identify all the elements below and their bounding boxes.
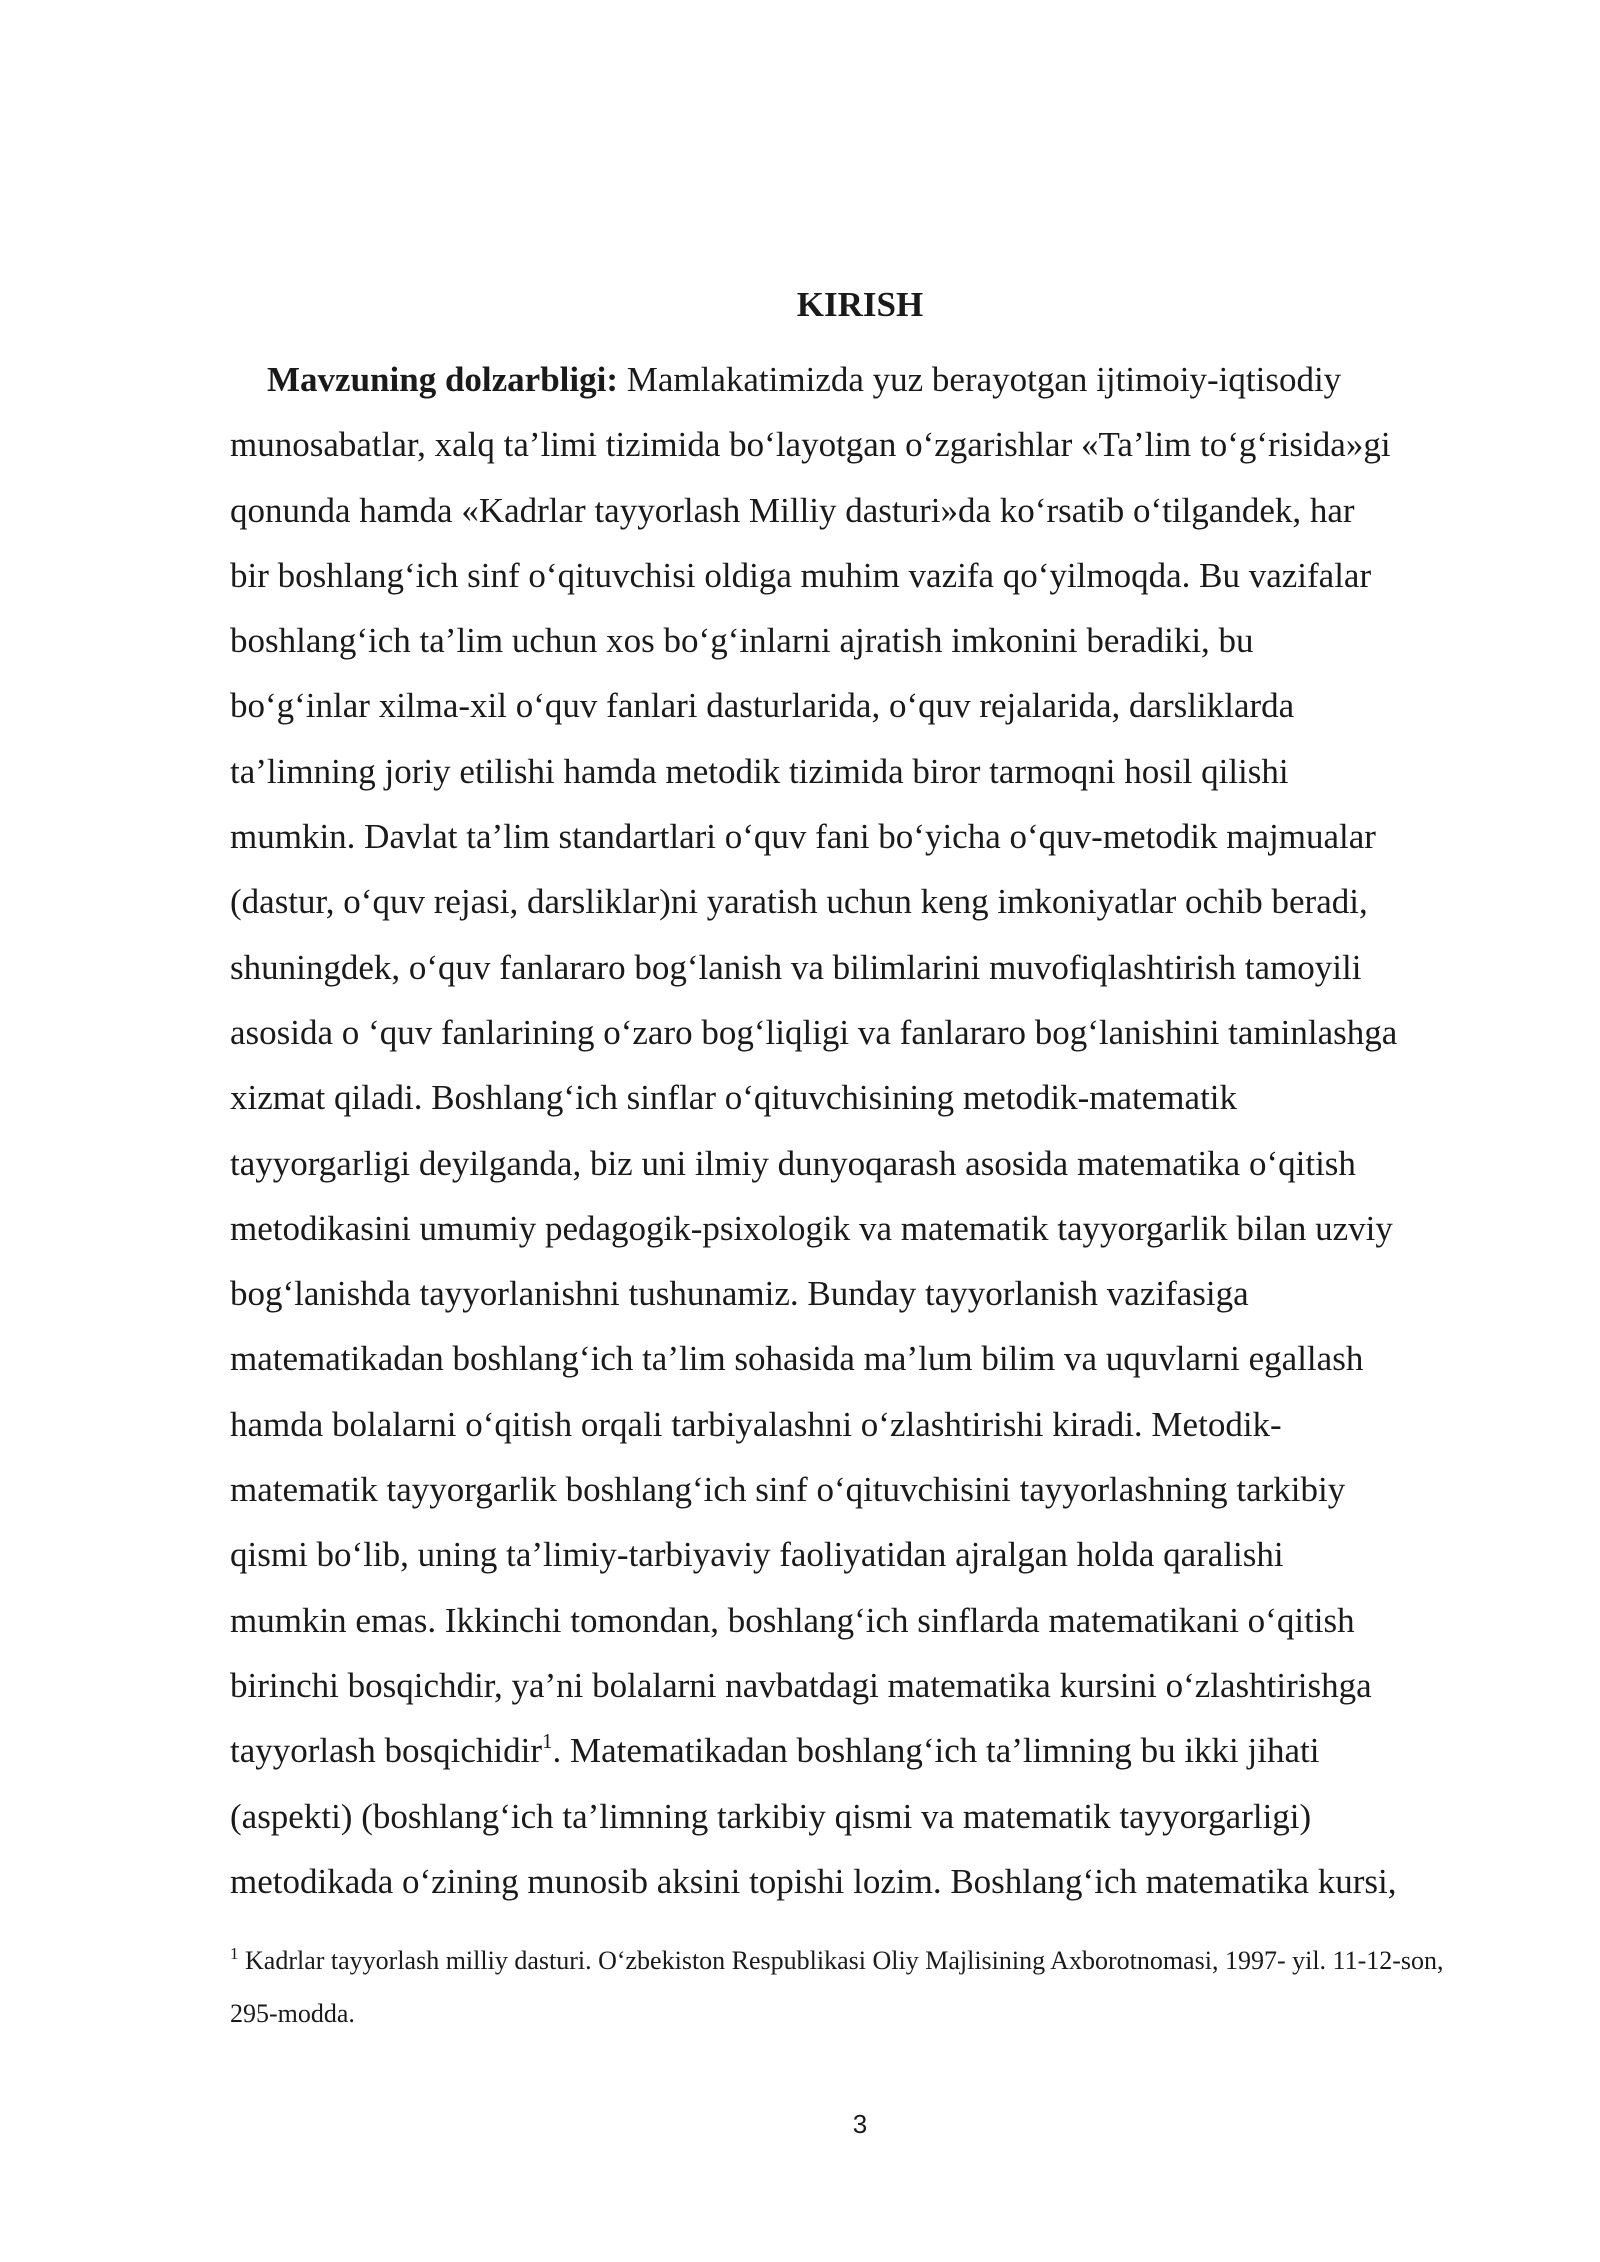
paragraph-line: qonunda hamda «Kadrlar tayyorlash Milliy dasturi»da ko‘rsatib o‘tilgandek, har <box>230 490 1355 530</box>
paragraph-line: bir boshlang‘ich sinf o‘qituvchisi oldiga muhim vazifa qo‘yilmoqda. Bu vazifalar <box>230 555 1372 595</box>
paragraph-line-text: . Matematikadan boshlang‘ich ta’limning bu ikki jihati <box>552 1731 1320 1771</box>
paragraph-line-text: tayyorlash bosqichidir <box>230 1731 543 1771</box>
paragraph-line <box>230 1718 1530 1783</box>
footnote-reference[interactable]: 1 <box>542 1729 553 1754</box>
paragraph-line: bo‘g‘inlar xilma-xil o‘quv fanlari dasturlarida, o‘quv rejalarida, darsliklarda <box>230 686 1295 726</box>
paragraph-line: tayyorgarligi deyilganda, biz uni ilmiy dunyoqarash asosida matematika o‘qitish <box>230 1143 1356 1183</box>
paragraph-line: matematikadan boshlang‘ich ta’lim sohasida ma’lum bilim va uquvlarni egallash <box>230 1339 1364 1379</box>
paragraph-line: qismi bo‘lib, uning ta’limiy-tarbiyaviy faoliyatidan ajralgan holda qaralishi <box>230 1535 1284 1575</box>
footnote-line <box>230 1934 1530 1987</box>
paragraph-line: mumkin. Davlat ta’lim standartlari o‘quv fani bo‘yicha o‘quv-metodik majmualar <box>230 817 1376 857</box>
paragraph-lead: Mavzuning dolzarbligi: <box>267 360 618 399</box>
footnote-mark: 1 <box>230 1944 239 1963</box>
footnote <box>230 1934 1530 2040</box>
paragraph-line: shuningdek, o‘quv fanlararo bog‘lanish va bilimlarini muvofiqlashtirish tamoyili <box>230 947 1362 987</box>
footnote-text: Kadrlar tayyorlash milliy dasturi. O‘zbekiston Respublikasi Oliy Majlisining Axborotnomasi, 1997- yil. 11-12-son, <box>238 1946 1444 1975</box>
paragraph-line: boshlang‘ich ta’lim uchun xos bo‘g‘inlarni ajratish imkonini beradiki, bu <box>230 621 1254 661</box>
paragraph-line: metodikasini umumiy pedagogik-psixologik va matematik tayyorgarlik bilan uzviy <box>230 1208 1393 1248</box>
paragraph-line: munosabatlar, xalq ta’limi tizimida bo‘layotgan o‘zgarishlar «Ta’lim to‘g‘risida»gi <box>230 425 1391 465</box>
paragraph-line <box>230 347 1530 412</box>
section-heading: KIRISH <box>796 285 924 324</box>
paragraph-line: (dastur, o‘quv rejasi, darsliklar)ni yaratish uchun keng imkoniyatlar ochib beradi, <box>230 882 1368 922</box>
paragraph-line: bog‘lanishda tayyorlanishni tushunamiz. Bunday tayyorlanish vazifasiga <box>230 1274 1249 1314</box>
paragraph-line: metodikada o‘zining munosib aksini topishi lozim. Boshlang‘ich matematika kursi, <box>230 1861 1397 1901</box>
paragraph-line: matematik tayyorgarlik boshlang‘ich sinf o‘qituvchisini tayyorlashning tarkibiy <box>230 1470 1346 1510</box>
paragraph-line: birinchi bosqichdir, ya’ni bolalarni navbatdagi matematika kursini o‘zlashtirishga <box>230 1665 1372 1705</box>
paragraph-line: hamda bolalarni o‘qitish orqali tarbiyalashni o‘zlashtirishi kiradi. Metodik- <box>230 1404 1282 1444</box>
paragraph-line: (aspekti) (boshlang‘ich ta’limning tarkibiy qismi va matematik tayyorgarligi) <box>230 1796 1312 1836</box>
paragraph-line-text: Mamlakatimizda yuz berayotgan ijtimoiy-iqtisodiy <box>618 360 1342 399</box>
paragraph-line: ta’limning joriy etilishi hamda metodik tizimida biror tarmoqni hosil qilishi <box>230 751 1289 791</box>
body-paragraph <box>230 347 1530 1914</box>
footnote-line: 295-modda. <box>230 1999 355 2028</box>
paragraph-line: asosida o ‘quv fanlarining o‘zaro bog‘liqligi va fanlararo bog‘lanishini taminlashga <box>230 1012 1398 1052</box>
paragraph-line: xizmat qiladi. Boshlang‘ich sinflar o‘qituvchisining metodik-matematik <box>230 1078 1238 1118</box>
page-number: 3 <box>852 2109 868 2139</box>
paragraph-line: mumkin emas. Ikkinchi tomondan, boshlang‘ich sinflarda matematikani o‘qitish <box>230 1600 1355 1640</box>
